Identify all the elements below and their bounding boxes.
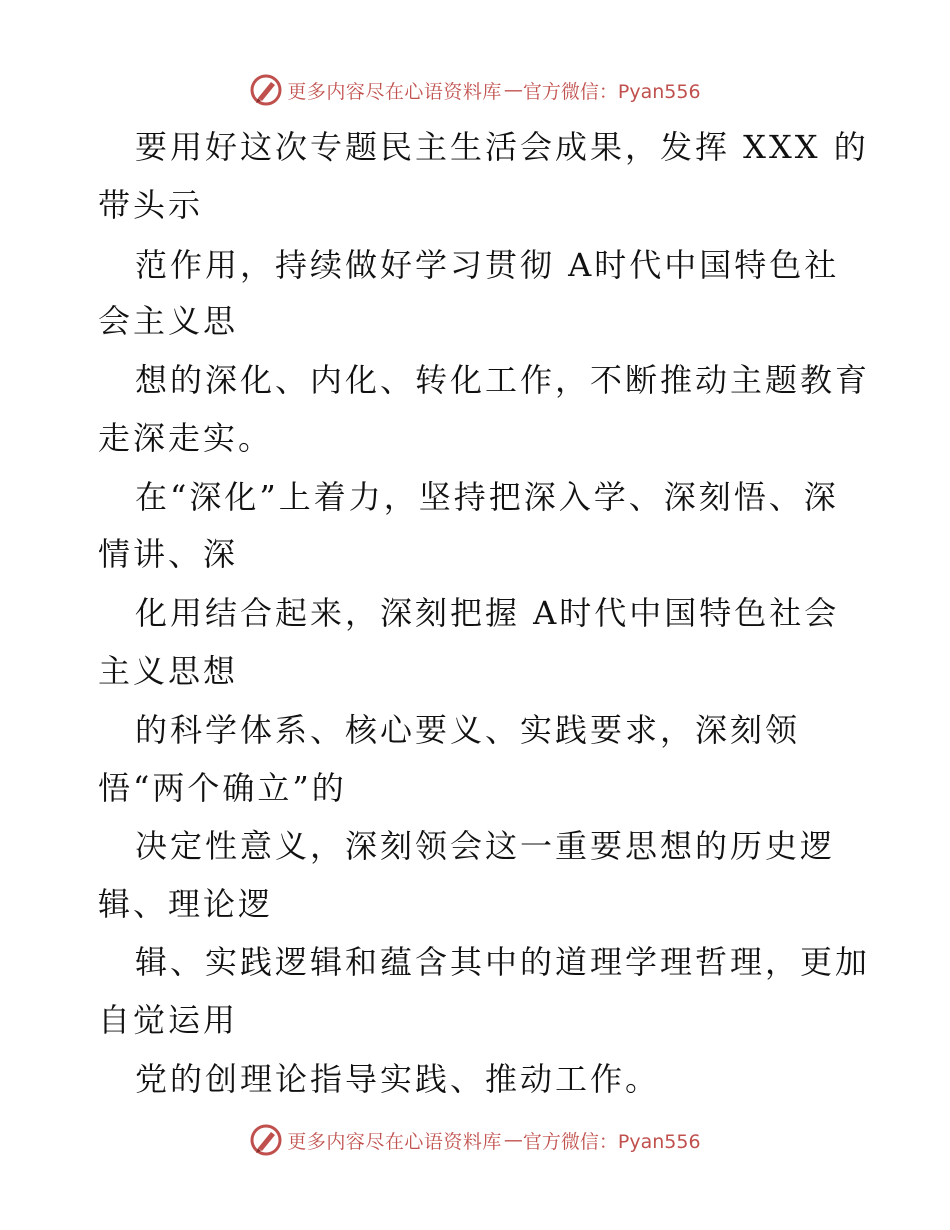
pen-circle-logo-icon	[249, 73, 283, 107]
body-line: 决定性意义，深刻领会这一重要思想的历史逻	[135, 827, 836, 865]
banner-separator: —	[503, 79, 523, 101]
body-line: 情讲、深	[98, 535, 239, 573]
banner-contact: 官方微信：Pyan556	[522, 1130, 701, 1153]
body-line: 会主义思	[98, 302, 239, 340]
document-body	[0, 117, 950, 1117]
body-line: 自觉运用	[98, 1001, 239, 1039]
pen-circle-logo-icon	[249, 1123, 283, 1157]
body-line: 悟“两个确立”的	[98, 769, 347, 807]
header-banner	[0, 70, 950, 110]
banner-separator: —	[503, 1129, 523, 1151]
banner-title: 更多内容尽在心语资料库	[287, 80, 502, 103]
body-line: 带头示	[98, 186, 204, 224]
banner-title: 更多内容尽在心语资料库	[287, 1130, 502, 1153]
body-line: 的科学体系、核心要义、实践要求，深刻领	[135, 711, 801, 749]
body-line: 党的创理论指导实践、推动工作。	[135, 1060, 661, 1098]
body-line: 要用好这次专题民主生活会成果，发挥 XXX 的	[135, 128, 869, 166]
body-line: 想的深化、内化、转化工作，不断推动主题教育	[135, 361, 871, 399]
body-line: 在“深化”上着力，坚持把深入学、深刻悟、深	[135, 478, 839, 516]
body-line: 走深走实。	[98, 419, 274, 457]
banner-contact: 官方微信：Pyan556	[522, 80, 701, 103]
body-line: 辑、理论逻	[98, 885, 274, 923]
body-line: 化用结合起来，深刻把握 A时代中国特色社会	[135, 594, 840, 632]
footer-banner	[0, 1120, 950, 1160]
body-line: 辑、实践逻辑和蕴含其中的道理学理哲理，更加	[135, 943, 871, 981]
body-line: 范作用，持续做好学习贯彻 A时代中国特色社	[135, 246, 840, 284]
body-line: 主义思想	[98, 652, 239, 690]
